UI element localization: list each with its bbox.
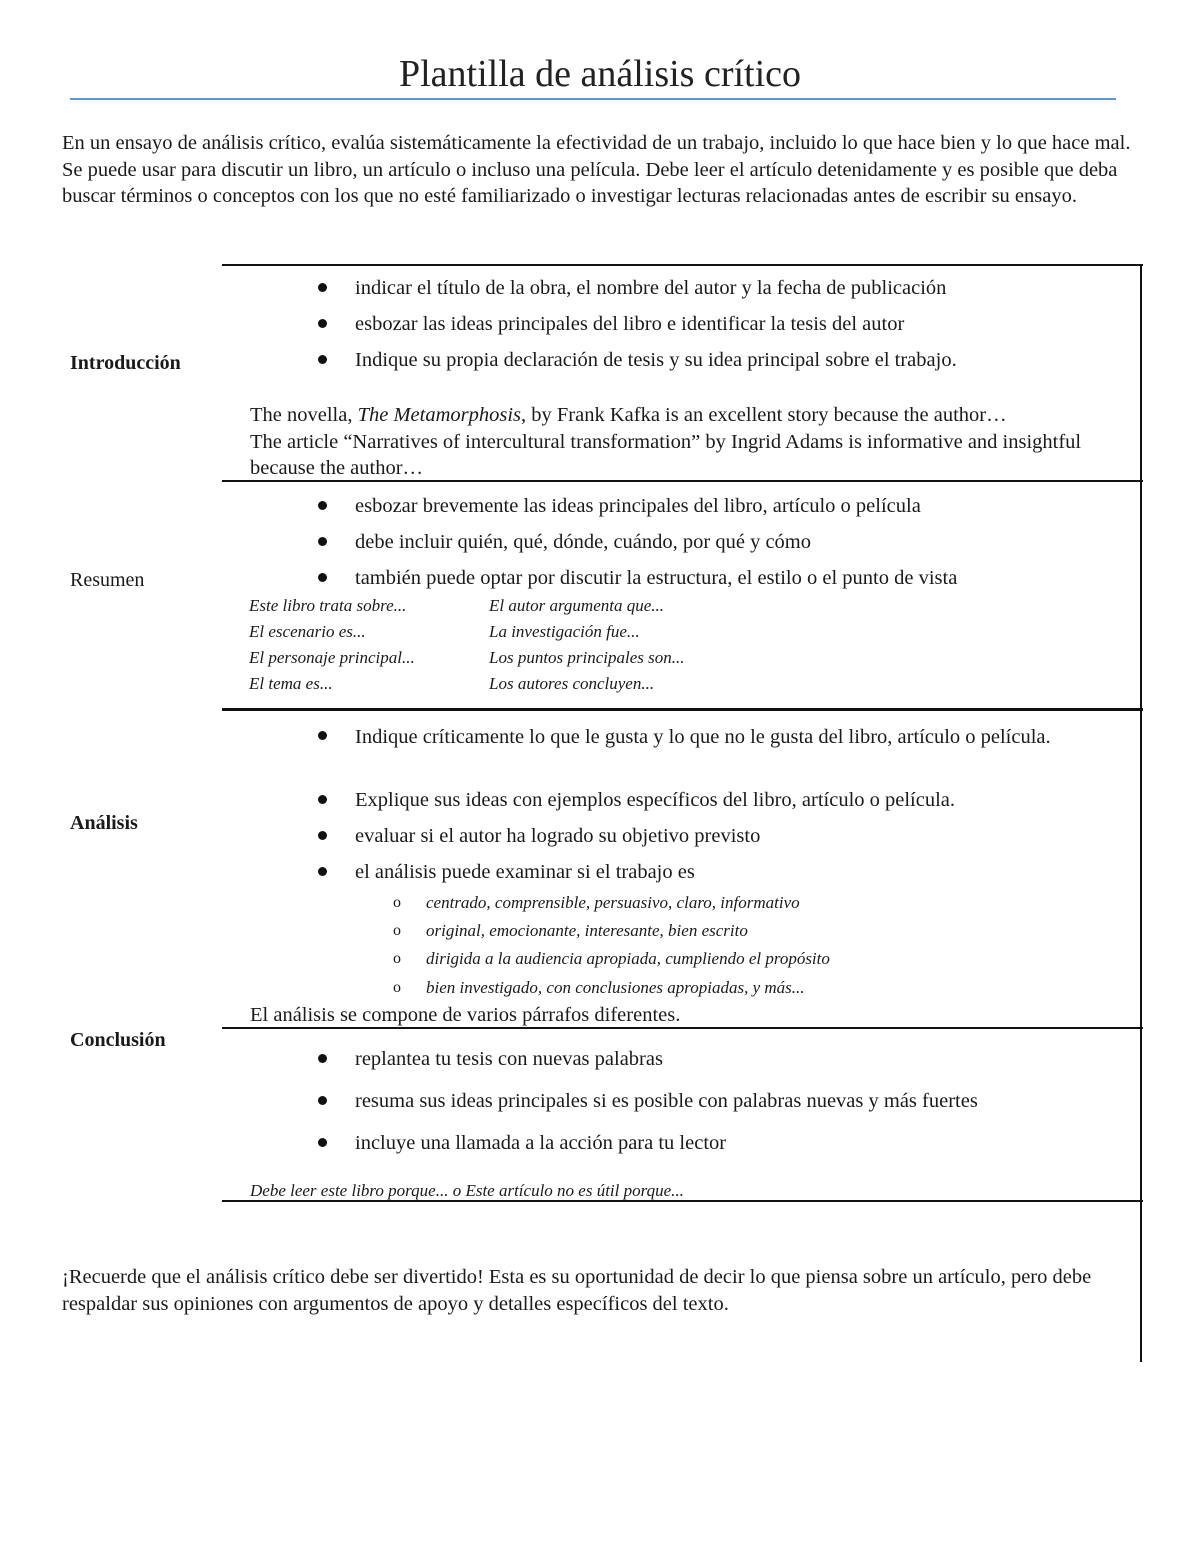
list-item: incluye una llamada a la acción para tu lector	[318, 1130, 1108, 1156]
bullet-icon	[318, 795, 327, 804]
section-label-conclusion: Conclusión	[70, 1029, 166, 1051]
list-item: debe incluir quién, qué, dónde, cuándo, por qué y cómo	[318, 529, 1108, 555]
list-item: esbozar las ideas principales del libro e identificar la tesis del autor	[318, 311, 1108, 337]
section-label-analisis: Análisis	[70, 812, 138, 834]
prompt-right: Los autores concluyen...	[489, 674, 655, 693]
bullet-icon	[318, 831, 327, 840]
prompt-left: Este libro trata sobre...	[249, 596, 407, 615]
example-thesis: The novella, The Metamorphosis, by Frank Kafka is an excellent story because the author… The article “Narratives of intercultural transformation” by Ingrid Adams is informative and insightful because the author…	[250, 404, 1082, 479]
bullet-icon	[318, 573, 327, 582]
sub-list-item: o dirigida a la audiencia apropiada, cumpliendo el propósito	[393, 949, 830, 968]
table-right-border	[1140, 264, 1142, 1362]
bullet-icon	[318, 537, 327, 546]
list-item: replantea tu tesis con nuevas palabras	[318, 1046, 1108, 1072]
sub-bullet-marker: o	[393, 950, 401, 967]
sub-list-item: o original, emocionante, interesante, bien escrito	[393, 921, 748, 940]
bullet-icon	[318, 731, 327, 740]
list-item: resuma sus ideas principales si es posible con palabras nuevas y más fuertes	[318, 1088, 1108, 1114]
list-item: evaluar si el autor ha logrado su objetivo previsto	[318, 823, 1108, 849]
section-label-resumen: Resumen	[70, 569, 145, 591]
list-item: esbozar brevemente las ideas principales del libro, artículo o película	[318, 493, 1108, 519]
bullet-icon	[318, 1054, 327, 1063]
bullet-icon	[318, 319, 327, 328]
prompt-left: El personaje principal...	[249, 648, 415, 667]
sub-bullet-marker: o	[393, 979, 401, 996]
row-divider-top	[222, 264, 1143, 266]
prompt-right: La investigación fue...	[489, 622, 640, 641]
list-item: el análisis puede examinar si el trabajo es	[318, 859, 1108, 885]
bullet-icon	[318, 283, 327, 292]
bullet-icon	[318, 1096, 327, 1105]
bullet-icon	[318, 867, 327, 876]
prompt-left: El tema es...	[249, 674, 333, 693]
closing-paragraph: ¡Recuerde que el análisis crítico debe ser divertido! Esta es su oportunidad de decir lo que piensa sobre un artículo, pero debe respaldar sus opiniones con argumentos de apoyo y detalles específicos del texto.	[62, 1266, 1092, 1315]
prompt-right: Los puntos principales son...	[489, 648, 685, 667]
row-divider-2	[222, 708, 1143, 711]
intro-paragraph: En un ensayo de análisis crítico, evalúa sistemáticamente la efectividad de un trabajo, incluido lo que hace bien y lo que hace mal. Se puede usar para discutir un libro, un artículo o incluso una película. Debe leer el artículo detenidamente y es posible que deba buscar términos o conceptos con los que no esté familiarizado o investigar lecturas relacionadas antes de escribir su ensayo.	[62, 132, 1131, 207]
list-item: Indique su propia declaración de tesis y su idea principal sobre el trabajo.	[318, 347, 1108, 373]
sub-list-item: o bien investigado, con conclusiones apropiadas, y más...	[393, 978, 805, 997]
sub-bullet-marker: o	[393, 894, 401, 911]
prompt-right: El autor argumenta que...	[489, 596, 665, 615]
prompt-left: El escenario es...	[249, 622, 366, 641]
analysis-note: El análisis se compone de varios párrafos diferentes.	[250, 1004, 681, 1026]
list-item: Explique sus ideas con ejemplos específicos del libro, artículo o película.	[318, 787, 1108, 813]
list-item: Indique críticamente lo que le gusta y lo que no le gusta del libro, artículo o película.	[318, 723, 1078, 751]
section-label-introduccion: Introducción	[70, 352, 181, 374]
bullet-icon	[318, 355, 327, 364]
sub-list-item: o centrado, comprensible, persuasivo, claro, informativo	[393, 893, 800, 912]
list-item: indicar el título de la obra, el nombre del autor y la fecha de publicación	[318, 275, 1108, 301]
sub-bullet-marker: o	[393, 922, 401, 939]
page-title: Plantilla de análisis crítico	[398, 53, 802, 95]
list-item: también puede optar por discutir la estructura, el estilo o el punto de vista	[318, 565, 1108, 591]
conclusion-example: Debe leer este libro porque... o Este artículo no es útil porque...	[250, 1181, 684, 1200]
bullet-icon	[318, 1138, 327, 1147]
bullet-icon	[318, 501, 327, 510]
title-underline	[70, 98, 1116, 100]
